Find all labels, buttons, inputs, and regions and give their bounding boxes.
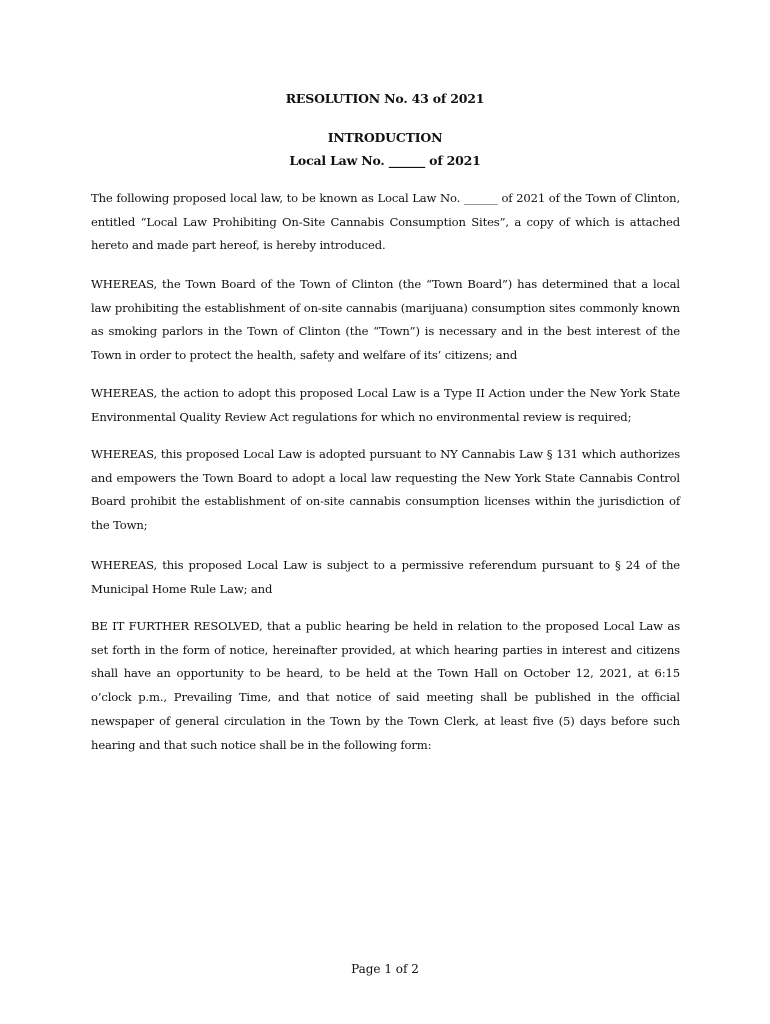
resolution-title: RESOLUTION No. 43 of 2021 <box>285 91 485 106</box>
section-title: INTRODUCTION <box>327 130 443 145</box>
paragraph-whereas-cannabis-law: WHEREAS, this proposed Local Law is adopted pursuant to NY Cannabis Law § 131 which authorizes and empowers the Town Board to adopt a local law requesting the New York State Cannabis Control Board prohibit the establishment of on-site cannabis consumption licenses within the jurisdiction of the Town; <box>91 447 680 533</box>
paragraph-introduction: The following proposed local law, to be known as Local Law No. ______ of 2021 of the Town of Clinton, entitled “Local Law Prohibiting On-Site Cannabis Consumption Sites”, a copy of which is attached hereto and made part hereof, is hereby introduced. <box>91 191 680 253</box>
paragraph-whereas-referendum: WHEREAS, this proposed Local Law is subject to a permissive referendum pursuant to § 24 of the Municipal Home Rule Law; and <box>91 558 680 596</box>
page-number: Page 1 of 2 <box>351 962 419 976</box>
local-law-title: Local Law No. ______ of 2021 <box>289 153 481 168</box>
paragraph-resolved-hearing: BE IT FURTHER RESOLVED, that a public hearing be held in relation to the proposed Local Law as set forth in the form of notice, hereinafter provided, at which hearing parties in interest and citizens shall have an opportunity to be heard, to be held at the Town Hall on October 12, 2021, at 6:15 o’clock p.m., Prevailing Time, and that notice of said meeting shall be published in the official newspaper of general circulation in the Town by the Town Clerk, at least five (5) days before such hearing and that such notice shall be in the following form: <box>91 619 680 752</box>
paragraph-whereas-seqr: WHEREAS, the action to adopt this proposed Local Law is a Type II Action under the New York State Environmental Quality Review Act regulations for which no environmental review is required; <box>91 386 680 424</box>
paragraph-whereas-determination: WHEREAS, the Town Board of the Town of Clinton (the “Town Board”) has determined that a local law prohibiting the establishment of on-site cannabis (marijuana) consumption sites commonly known as smoking parlors in the Town of Clinton (the “Town”) is necessary and in the best interest of the Town in order to protect the health, safety and welfare of its’ citizens; and <box>91 277 680 363</box>
